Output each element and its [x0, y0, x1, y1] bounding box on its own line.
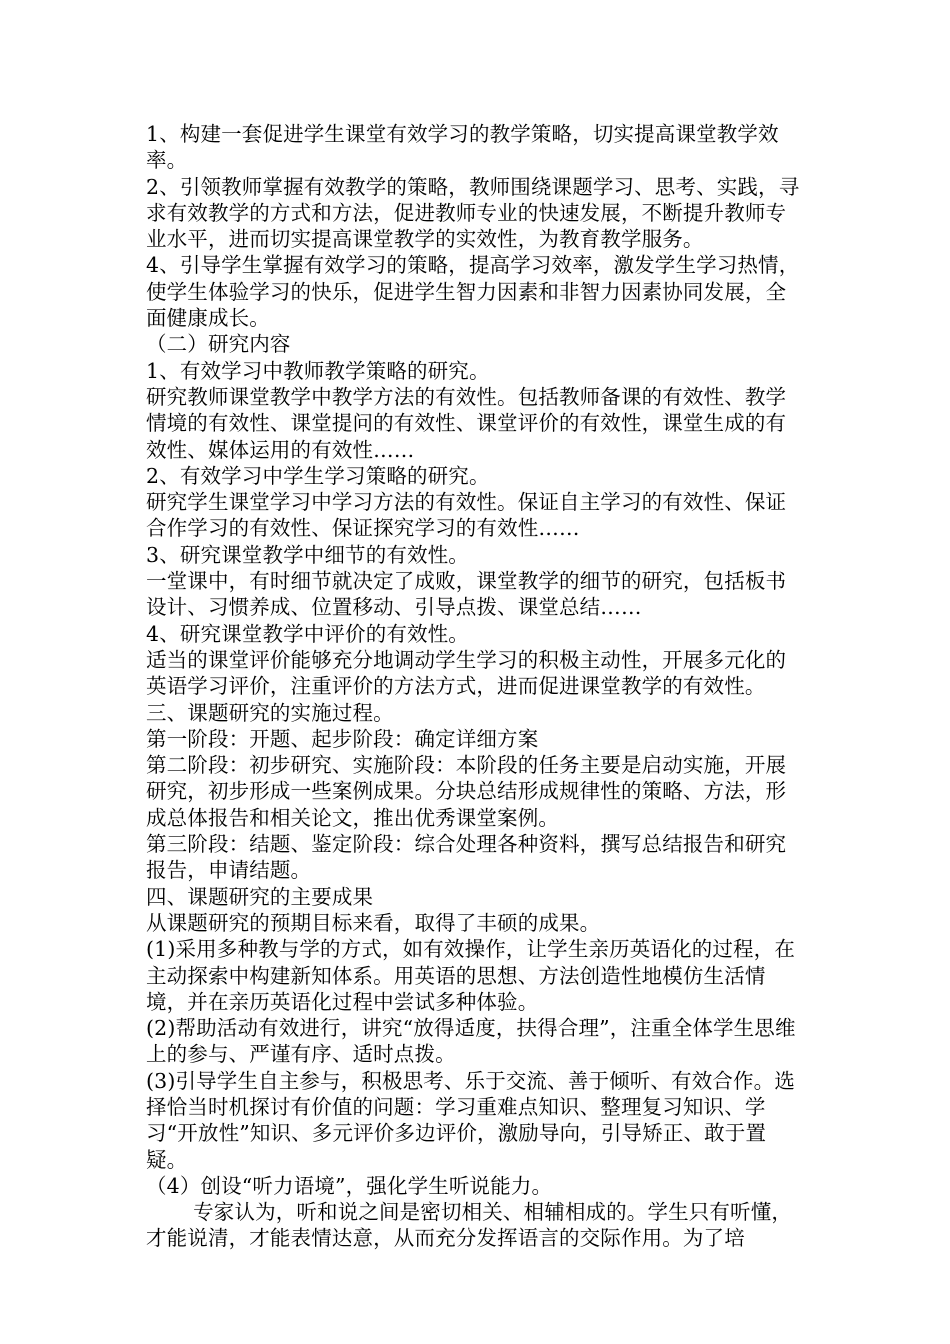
result-item-4-body: 专家认为，听和说之间是密切相关、相辅相成的。学生只有听懂，才能说清，才能表情达意，从而充分发挥语言的交际作用。为了培 — [146, 1200, 792, 1251]
content-item-2-heading: 2、有效学习中学生学习策略的研究。 — [146, 463, 490, 488]
content-item-1-heading: 1、有效学习中教师教学策略的研究。 — [146, 358, 490, 383]
content-item-3-body: 一堂课中，有时细节就决定了成败，课堂教学的细节的研究，包括板书设计、习惯养成、位置移动、引导点拨、课堂总结…… — [146, 569, 787, 620]
content-item-2-body: 研究学生课堂学习中学习方法的有效性。保证自主学习的有效性、保证合作学习的有效性、保证探究学习的有效性…… — [146, 490, 787, 541]
section-heading-implementation: 三、课题研究的实施过程。 — [146, 700, 394, 725]
stage-3: 第三阶段：结题、鉴定阶段：综合处理各种资料，撰写总结报告和研究报告，申请结题。 — [146, 832, 787, 883]
goal-paragraph-1: 1、构建一套促进学生课堂有效学习的教学策略，切实提高课堂教学效率。 — [146, 122, 779, 173]
goal-paragraph-4: 4、引导学生掌握有效学习的策略，提高学习效率，激发学生学习热情，使学生体验学习的快乐，促进学生智力因素和非智力因素协同发展，全面健康成长。 — [146, 253, 800, 331]
stage-2: 第二阶段：初步研究、实施阶段：本阶段的任务主要是启动实施，开展研究，初步形成一些案例成果。分块总结形成规律性的策略、方法，形成总体报告和相关论文，推出优秀课堂案例。 — [146, 753, 787, 830]
section-heading-research-content: （二）研究内容 — [146, 332, 291, 357]
content-item-1-body: 研究教师课堂教学中教学方法的有效性。包括教师备课的有效性、教学情境的有效性、课堂提问的有效性、课堂评价的有效性，课堂生成的有效性、媒体运用的有效性…… — [146, 384, 787, 462]
result-item-1: (1)采用多种教与学的方式，如有效操作，让学生亲历英语化的过程，在主动探索中构建新知体系。用英语的思想、方法创造性地模仿生活情境，并在亲历英语化过程中尝试多种体验。 — [146, 937, 795, 1014]
result-item-4-heading: （4）创设“听力语境”，强化学生听说能力。 — [146, 1173, 553, 1198]
result-item-2: (2)帮助活动有效进行，讲究“放得适度，扶得合理”，注重全体学生思维上的参与、严谨有序、适时点拨。 — [146, 1016, 796, 1067]
content-item-4-heading: 4、研究课堂教学中评价的有效性。 — [146, 621, 469, 646]
goal-paragraph-2: 2、引领教师掌握有效教学的策略，教师围绕课题学习、思考、实践，寻求有效教学的方式和方法，促进教师专业的快速发展，不断提升教师专业水平，进而切实提高课堂教学的实效性，为教育教学服务。 — [146, 174, 800, 252]
content-item-4-body: 适当的课堂评价能够充分地调动学生学习的积极主动性，开展多元化的英语学习评价，注重评价的方法方式，进而促进课堂教学的有效性。 — [146, 647, 787, 699]
stage-1: 第一阶段：开题、起步阶段：确定详细方案 — [146, 726, 539, 751]
results-intro: 从课题研究的预期目标来看，取得了丰硕的成果。 — [146, 910, 601, 935]
document-body — [146, 121, 806, 1252]
section-heading-results: 四、课题研究的主要成果 — [146, 884, 374, 909]
content-item-3-heading: 3、研究课堂教学中细节的有效性。 — [146, 542, 469, 567]
result-item-3: (3)引导学生自主参与，积极思考、乐于交流、善于倾听、有效合作。选择恰当时机探讨有价值的问题：学习重难点知识、整理复习知识、学习“开放性”知识、多元评价多边评价，激励导向，引导矫正、敢于置疑。 — [146, 1068, 795, 1172]
